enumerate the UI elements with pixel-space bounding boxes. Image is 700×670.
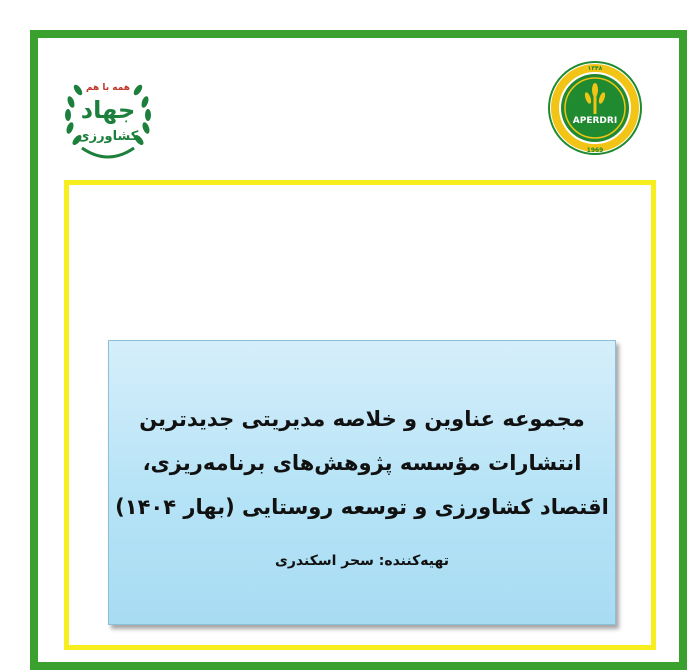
title-line-2: انتشارات مؤسسه پژوهش‌های برنامه‌ریزی، bbox=[142, 451, 582, 475]
title-line-3: اقتصاد کشاورزی و توسعه روستایی (بهار ۱۴۰۴) bbox=[115, 495, 609, 519]
aperdri-seal-logo bbox=[547, 60, 643, 156]
aperdri-abbr: APERDRI bbox=[572, 116, 618, 126]
title-line-1: مجموعه عناوین و خلاصه مدیریتی جدیدترین bbox=[139, 407, 585, 431]
jahad-logo-top-text: همه با هم bbox=[85, 83, 131, 93]
aperdri-year-fa: ۱۳۴۸ bbox=[587, 65, 603, 72]
jahad-logo-main-text: جهاد bbox=[80, 96, 136, 124]
jahad-logo-sub-text: کشاورزی bbox=[77, 129, 139, 144]
jahad-keshavarzi-logo bbox=[60, 60, 156, 168]
author-line: تهیه‌کننده: سحر اسکندری bbox=[275, 553, 449, 569]
aperdri-year-en: 1969 bbox=[586, 147, 604, 154]
document-title bbox=[109, 397, 615, 529]
title-box bbox=[108, 340, 616, 625]
